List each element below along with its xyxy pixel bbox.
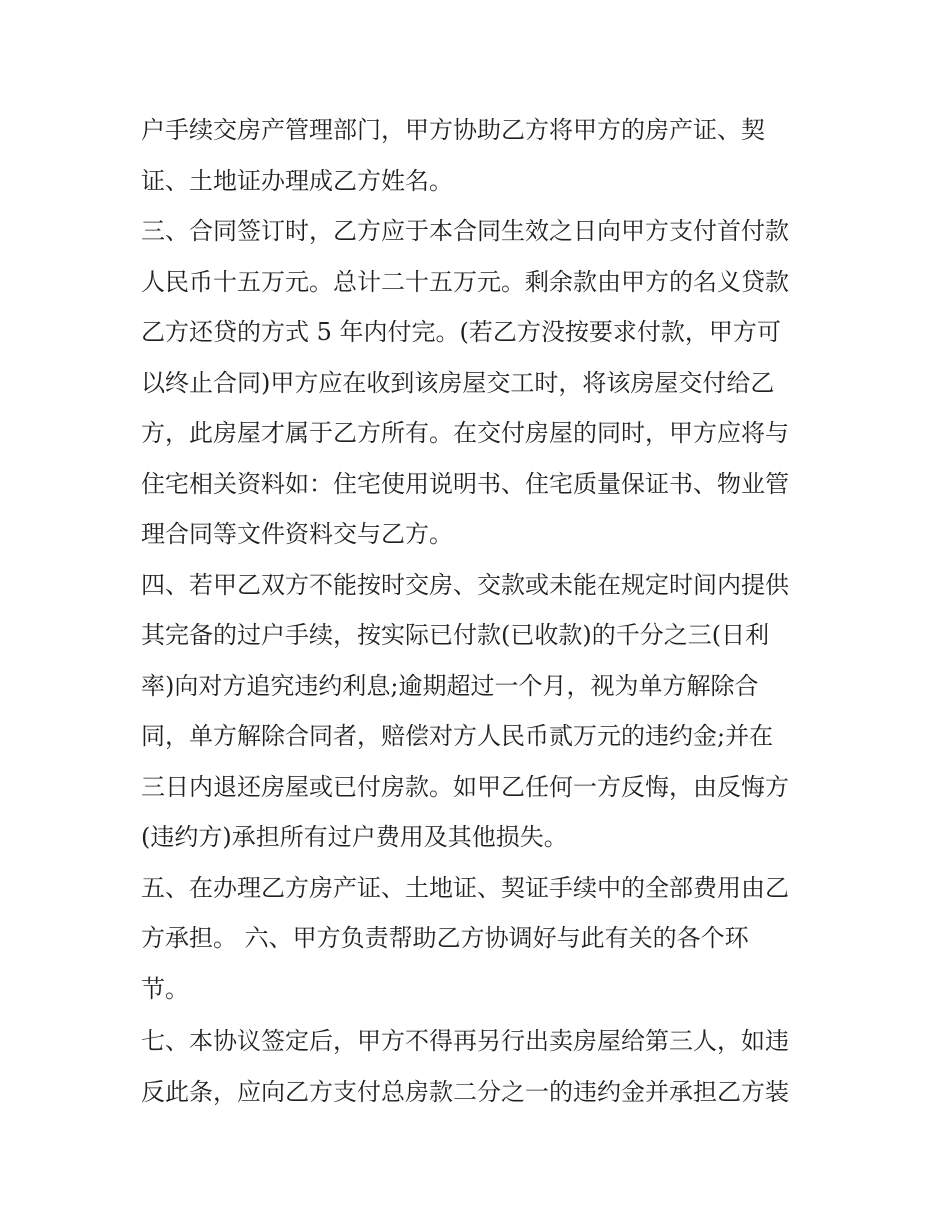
- text-line: 户手续交房产管理部门，甲方协助乙方将甲方的房产证、契: [141, 116, 765, 144]
- text-line: 人民币十五万元。总计二十五万元。剩余款由甲方的名义贷款: [141, 268, 789, 296]
- text-line: 反此条，应向乙方支付总房款二分之一的违约金并承担乙方装: [141, 1078, 789, 1106]
- text-line: 乙方还贷的方式 5 年内付完。(若乙方没按要求付款，甲方可: [141, 318, 781, 346]
- text-line: 住宅相关资料如：住宅使用说明书、住宅质量保证书、物业管: [141, 470, 789, 498]
- text-line: 四、若甲乙双方不能按时交房、交款或未能在规定时间内提供: [141, 571, 789, 599]
- text-line: 同，单方解除合同者，赔偿对方人民币贰万元的违约金;并在: [141, 722, 774, 750]
- text-line: 三日内退还房屋或已付房款。如甲乙任何一方反悔，由反悔方: [141, 773, 789, 801]
- text-line: 方，此房屋才属于乙方所有。在交付房屋的同时，甲方应将与: [141, 419, 789, 447]
- text-line: 以终止合同)甲方应在收到该房屋交工时，将该房屋交付给乙: [141, 369, 775, 397]
- text-line: 证、土地证办理成乙方姓名。: [141, 167, 453, 195]
- text-line: 理合同等文件资料交与乙方。: [141, 520, 453, 548]
- text-line: (违约方)承担所有过户费用及其他损失。: [141, 823, 568, 851]
- text-line: 率)向对方追究违约利息;逾期超过一个月，视为单方解除合: [141, 672, 759, 700]
- text-line: 七、本协议签定后，甲方不得再另行出卖房屋给第三人，如违: [141, 1027, 789, 1055]
- text-line: 节。: [141, 975, 189, 1003]
- text-line: 三、合同签订时，乙方应于本合同生效之日向甲方支付首付款: [141, 217, 789, 245]
- text-line: 方承担。 六、甲方负责帮助乙方协调好与此有关的各个环: [141, 924, 749, 952]
- text-line: 其完备的过户手续，按实际已付款(已收款)的千分之三(日利: [141, 621, 770, 649]
- text-line: 五、在办理乙方房产证、土地证、契证手续中的全部费用由乙: [141, 874, 789, 902]
